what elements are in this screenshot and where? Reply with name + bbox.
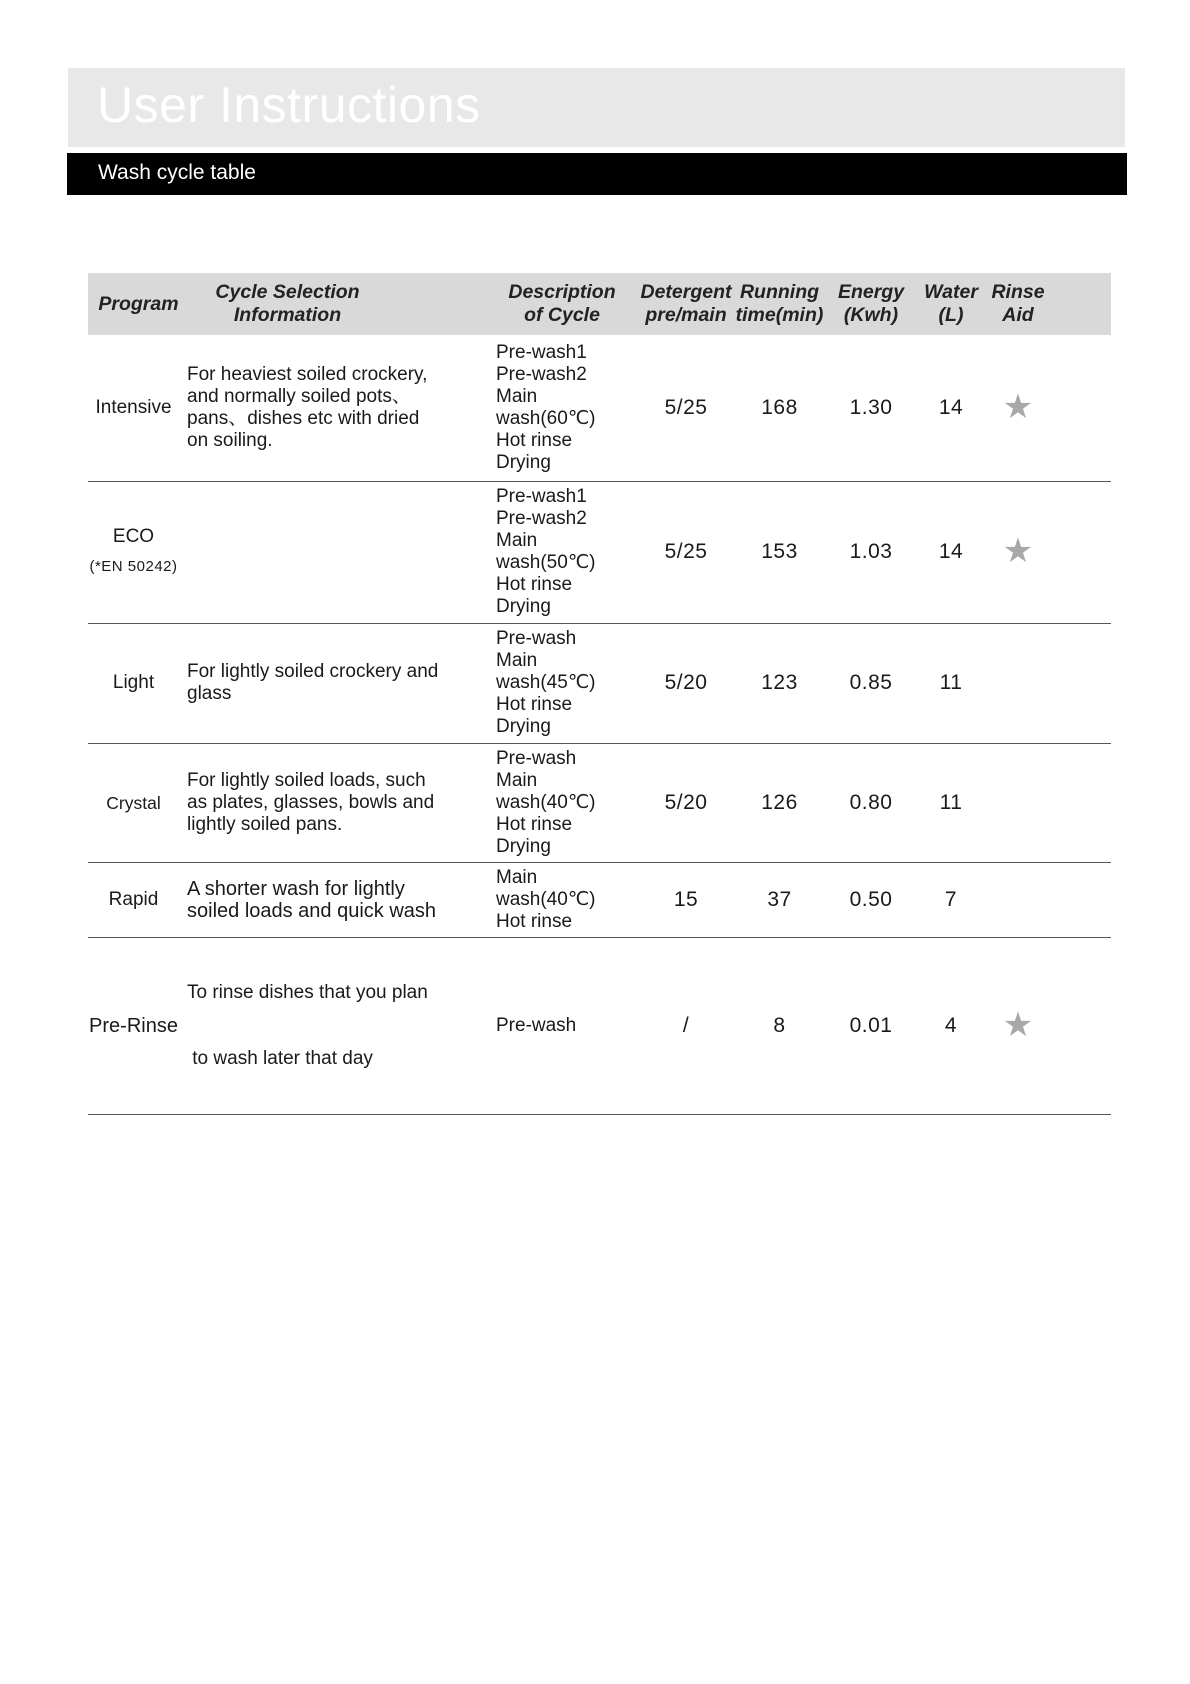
cell-detergent: 5/20 [638,743,734,862]
cell-detergent: 5/25 [638,335,734,481]
col-time-line2: time(min) [735,304,824,326]
cell-time: 37 [734,862,825,937]
desc-line: Pre-wash2 [496,508,587,529]
col-energy-line1: Energy [837,281,905,303]
col-program [88,273,179,335]
cell-desc [486,862,638,937]
program-name: Crystal [106,792,161,813]
cell-info [179,862,486,937]
program-name: ECO [112,526,155,547]
cell-program [88,335,179,481]
cell-energy: 0.50 [825,862,917,937]
desc-line: Hot rinse [496,910,573,932]
col-detergent-line2: pre/main [645,304,727,326]
info-line: soiled loads and quick wash [187,899,437,922]
cell-desc [486,743,638,862]
col-time-line1: Running [739,281,820,303]
col-program-label: Program [98,292,179,315]
col-info-line2: Information [233,304,342,326]
cell-detergent: 15 [638,862,734,937]
col-energy [825,273,917,335]
cell-rinse [985,743,1111,862]
col-desc-line1: Description [508,281,616,303]
program-name: Intensive [95,396,172,418]
desc-line: Pre-wash [496,628,577,649]
cell-program [88,623,179,743]
col-info [179,273,486,335]
program-note: (*EN 50242) [89,558,178,575]
col-rinse-line2: Aid [1002,304,1034,326]
info-line: For lightly soiled loads, such [187,769,426,791]
cell-water: 11 [917,743,985,862]
desc-line: Pre-wash1 [496,486,587,507]
desc-line: Main wash(45℃) [496,650,596,693]
cell-energy: 0.85 [825,623,917,743]
cell-info [179,335,486,481]
cell-water: 11 [917,623,985,743]
cell-rinse [985,335,1111,481]
desc-line: Hot rinse [496,813,573,835]
cell-time: 123 [734,623,825,743]
desc-line: Drying [496,451,551,473]
col-water-line1: Water [924,281,978,303]
col-rinse [985,273,1111,335]
cell-energy: 0.80 [825,743,917,862]
cell-rinse [985,481,1111,623]
cell-water: 14 [917,335,985,481]
cell-detergent: 5/20 [638,623,734,743]
cell-program [88,862,179,937]
desc-line: Drying [496,716,551,737]
cell-desc [486,623,638,743]
cell-rinse [985,623,1111,743]
cell-detergent: 5/25 [638,481,734,623]
col-detergent-line1: Detergent [640,281,732,303]
cell-rinse [985,937,1111,1114]
desc-line: Main wash(40℃) [496,769,596,813]
info-line: To rinse dishes that you plan [187,981,428,1003]
info-line: lightly soiled pans. [187,813,343,835]
cell-water: 14 [917,481,985,623]
col-detergent [638,273,734,335]
table-row [88,937,1111,1114]
cell-water: 7 [917,862,985,937]
desc-line: Pre-wash1 [496,341,587,363]
program-name: Pre-Rinse [89,1014,178,1037]
info-line: A shorter wash for lightly [187,877,405,900]
cell-time: 126 [734,743,825,862]
cell-info [179,481,486,623]
desc-line: Pre-wash2 [496,363,587,385]
cell-info [179,743,486,862]
cell-time: 8 [734,937,825,1114]
cell-program [88,481,179,623]
cell-desc [486,481,638,623]
info-line: to wash later that day [187,1047,373,1069]
desc-line: Hot rinse [496,429,573,451]
desc-line: Main wash(60℃) [496,385,596,429]
star-icon: ★ [1002,387,1034,426]
cell-time: 153 [734,481,825,623]
cell-water: 4 [917,937,985,1114]
cell-energy: 1.30 [825,335,917,481]
cell-rinse [985,862,1111,937]
col-desc [486,273,638,335]
desc-line: Pre-wash [496,747,577,769]
cell-info [179,937,486,1114]
desc-line: Hot rinse [496,574,573,595]
cell-desc [486,335,638,481]
desc-line: Pre-wash [496,1014,577,1036]
cell-energy: 0.01 [825,937,917,1114]
table-row [88,481,1111,623]
table-row [88,623,1111,743]
page-title: User Instructions [97,77,481,133]
cell-energy: 1.03 [825,481,917,623]
wash-cycle-table [88,273,1111,1115]
section-header-bar [67,153,1127,195]
info-line: and normally soiled pots、 [187,385,411,407]
info-line: as plates, glasses, bowls and [187,791,435,813]
cell-info [179,623,486,743]
info-line: For heaviest soiled crockery, [187,363,428,385]
section-title: Wash cycle table [98,161,256,184]
cell-desc [486,937,638,1114]
col-energy-line2: (Kwh) [843,304,899,326]
desc-line: Main wash(50℃) [496,530,596,573]
info-line: pans、dishes etc with dried [187,407,420,429]
col-rinse-line1: Rinse [991,281,1045,303]
info-line: glass [187,683,232,704]
program-name: Light [112,672,155,693]
info-line: For lightly soiled crockery and [187,661,439,682]
col-info-line1: Cycle Selection [215,281,360,303]
table-row [88,743,1111,862]
desc-line: Drying [496,835,551,857]
table-row [88,335,1111,481]
star-icon: ★ [1002,1005,1034,1044]
title-band [68,68,1125,147]
col-desc-line2: of Cycle [524,304,600,326]
cell-detergent: / [638,937,734,1114]
desc-line: Main wash(40℃) [496,866,596,910]
cell-time: 168 [734,335,825,481]
table-header-row [88,273,1111,335]
col-time [734,273,825,335]
info-line: on soiling. [187,429,273,451]
cell-program [88,743,179,862]
program-name: Rapid [108,888,159,910]
col-water [917,273,985,335]
star-icon: ★ [1002,532,1034,570]
desc-line: Drying [496,596,551,617]
col-water-line2: (L) [938,304,964,326]
desc-line: Hot rinse [496,694,573,715]
table-row [88,862,1111,937]
cell-program [88,937,179,1114]
